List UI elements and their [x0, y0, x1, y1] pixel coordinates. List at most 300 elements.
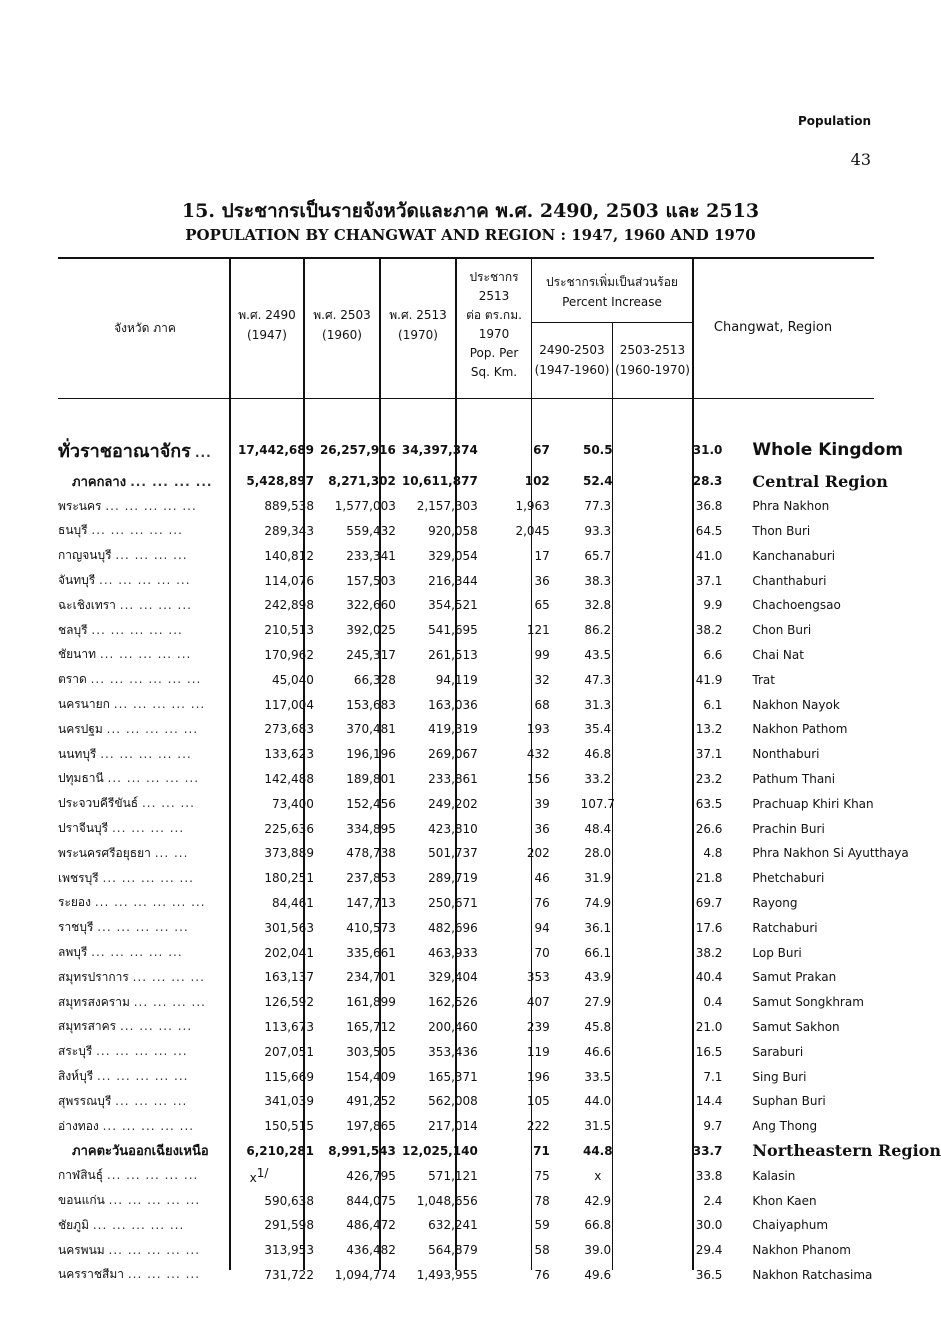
changwat-english-cell [744, 1089, 941, 1114]
population-1947-value: 341,039 [264, 1094, 314, 1109]
leader-dots: ... ... ... ... [133, 994, 206, 1009]
population-1960-cell [320, 791, 402, 816]
changwat-thai-name: ประจวบคีรีขันธ์ [58, 796, 139, 811]
population-1970-value: 12,025,140 [401, 1143, 478, 1158]
changwat-english-name: Whole Kingdom [752, 440, 904, 460]
changwat-english-cell [744, 841, 941, 866]
changwat-thai-name: ฉะเชิงเทรา [58, 597, 116, 612]
population-1947-value: 140,812 [264, 548, 314, 563]
population-1960-value: 1,094,774 [334, 1267, 396, 1282]
table-row [58, 519, 941, 544]
increase-1947-1960-cell [568, 1015, 653, 1040]
population-1947-value: 289,343 [264, 523, 314, 538]
density-value: 99 [534, 647, 550, 662]
population-1947-value: 373,889 [264, 846, 314, 861]
leader-dots: ... ... ... ... ... [91, 622, 183, 637]
population-1960-value: 245,317 [346, 647, 396, 662]
changwat-english-name: Rayong [752, 895, 798, 910]
increase-1947-1960-value: 52.4 [582, 474, 613, 489]
population-1960-value: 559,432 [346, 523, 396, 538]
population-1947-cell [228, 1188, 320, 1213]
changwat-thai-name: นครปฐม [58, 721, 103, 736]
population-1947-cell [228, 940, 320, 965]
population-1960-cell [320, 1238, 402, 1263]
population-1960-cell [320, 1114, 402, 1139]
increase-1960-1970-value: 33.7 [692, 1143, 723, 1158]
changwat-thai-name: ธนบุรี [58, 523, 88, 538]
increase-1947-1960-cell [568, 866, 653, 891]
population-1947-cell [228, 1139, 320, 1164]
density-cell [484, 1238, 568, 1263]
increase-1947-1960-value: 50.5 [582, 443, 613, 457]
population-1947-cell [228, 469, 320, 494]
population-1970-cell [402, 692, 484, 717]
changwat-english-cell [744, 1064, 941, 1089]
population-1947-cell [228, 1114, 320, 1139]
population-1947-value: 142,488 [264, 771, 314, 786]
increase-1960-1970-value: 26.6 [695, 821, 723, 836]
density-cell [484, 593, 568, 618]
population-1960-cell [320, 1039, 402, 1064]
increase-1960-1970-cell [653, 791, 745, 816]
changwat-english-cell [744, 816, 941, 841]
increase-1947-1960-value: 27.9 [584, 995, 612, 1010]
changwat-thai-cell [58, 568, 228, 593]
header-increase-period-1 [532, 340, 612, 380]
table-row [58, 431, 941, 469]
density-cell [484, 494, 568, 519]
changwat-thai-cell [58, 593, 228, 618]
increase-1947-1960-value: 45.8 [584, 1019, 612, 1034]
density-value: 222 [526, 1119, 550, 1134]
density-cell [484, 816, 568, 841]
changwat-english-name: Samut Songkhram [752, 995, 864, 1010]
changwat-english-name: Nakhon Phanom [752, 1243, 851, 1258]
population-1960-cell [320, 866, 402, 891]
increase-1947-1960-cell [568, 717, 653, 742]
population-1970-value: 2,157,303 [416, 499, 478, 514]
changwat-english-cell [744, 1015, 941, 1040]
leader-dots: ... ... ... ... [115, 548, 188, 563]
increase-1960-1970-value: 36.8 [695, 499, 723, 514]
population-1970-cell [402, 1163, 484, 1188]
increase-1960-1970-value: 2.4 [703, 1193, 723, 1208]
population-1947-value: 273,683 [264, 722, 314, 737]
changwat-english-cell [744, 767, 941, 792]
population-1970-value: 329,404 [428, 970, 478, 985]
table-row [58, 1263, 941, 1288]
changwat-thai-cell [58, 742, 228, 767]
increase-1947-1960-cell [568, 519, 653, 544]
population-1960-value: 322,660 [346, 598, 396, 613]
increase-1947-1960-cell [568, 1263, 653, 1288]
population-1970-value: 354,521 [428, 598, 478, 613]
population-1960-cell [320, 915, 402, 940]
population-1970-value: 353,436 [428, 1044, 478, 1059]
population-1947-cell [228, 767, 320, 792]
density-value: 76 [534, 895, 550, 910]
population-1970-value: 269,067 [428, 747, 478, 762]
population-1970-cell [402, 1238, 484, 1263]
increase-1960-1970-value: 38.2 [695, 623, 723, 638]
density-value: 102 [524, 474, 550, 489]
changwat-thai-cell [58, 866, 228, 891]
increase-1947-1960-cell [568, 593, 653, 618]
leader-dots: ... ... ... ... ... [113, 697, 206, 712]
density-value: 17 [534, 548, 550, 563]
table-title-english: POPULATION BY CHANGWAT AND REGION : 1947, 1960 AND 1970 [185, 226, 756, 244]
population-1947-cell [228, 866, 320, 891]
density-value: 196 [526, 1069, 550, 1084]
population-1970-value: 163,036 [428, 697, 478, 712]
increase-1960-1970-value: 40.4 [695, 970, 723, 985]
population-1947-value: 242,898 [264, 598, 314, 613]
increase-1960-1970-cell [653, 1015, 745, 1040]
increase-1960-1970-value: 6.1 [703, 697, 723, 712]
increase-1947-1960-cell [568, 791, 653, 816]
population-1960-cell [320, 1163, 402, 1188]
population-1947-value: 170,962 [264, 647, 314, 662]
population-1960-value: 26,257,916 [319, 443, 396, 457]
increase-1960-1970-value: 9.7 [703, 1119, 723, 1134]
density-value: 65 [534, 598, 550, 613]
population-1960-value: 426,795 [346, 1168, 396, 1183]
changwat-thai-cell [58, 1015, 228, 1040]
density-cell [484, 1163, 568, 1188]
density-value: 39 [534, 796, 550, 811]
table-row [58, 618, 941, 643]
increase-1947-1960-value: 33.2 [584, 771, 612, 786]
table-title-thai: 15. ประชากรเป็นรายจังหวัดและภาค พ.ศ. 2490, 2503 และ 2513 [181, 200, 760, 222]
density-cell [484, 841, 568, 866]
changwat-thai-name: นครพนม [58, 1242, 105, 1257]
population-1970-value: 541,695 [428, 623, 478, 638]
density-value: 121 [526, 623, 550, 638]
leader-dots: ... ... ... ... ... ... [90, 672, 202, 687]
changwat-english-cell [744, 742, 941, 767]
changwat-thai-name: กาฬสินธุ์ [58, 1168, 104, 1183]
increase-1960-1970-cell [653, 1114, 745, 1139]
changwat-thai-cell [58, 692, 228, 717]
population-1960-value: 8,991,543 [328, 1143, 396, 1158]
population-1970-value: 200,460 [428, 1019, 478, 1034]
leader-dots: ... ... ... ... [119, 597, 192, 612]
population-1970-cell [402, 990, 484, 1015]
header-changwat-thai: จังหวัด ภาค [114, 321, 176, 335]
increase-1947-1960-cell [568, 1238, 653, 1263]
population-1960-cell [320, 891, 402, 916]
density-value: 78 [534, 1193, 550, 1208]
population-1947-cell [228, 1213, 320, 1238]
increase-1947-1960-value: 32.8 [584, 598, 612, 613]
increase-1947-1960-cell [568, 1114, 653, 1139]
increase-1960-1970-cell [653, 891, 745, 916]
population-1947-value: 84,461 [271, 895, 314, 910]
increase-1947-1960-cell [568, 915, 653, 940]
population-1970-cell [402, 1213, 484, 1238]
population-1960-cell [320, 1139, 402, 1164]
increase-1947-1960-value: 65.7 [584, 548, 612, 563]
changwat-english-cell [744, 791, 941, 816]
changwat-english-name: Saraburi [752, 1044, 804, 1059]
density-value: 119 [526, 1044, 550, 1059]
density-value: 353 [526, 970, 550, 985]
population-1970-cell [402, 568, 484, 593]
changwat-thai-cell [58, 494, 228, 519]
changwat-thai-name: จันทบุรี [58, 573, 96, 588]
population-1970-cell [402, 593, 484, 618]
leader-dots: ... ... ... ... ... [108, 1242, 201, 1257]
population-1970-cell [402, 767, 484, 792]
increase-1947-1960-cell [568, 742, 653, 767]
table-row [58, 1064, 941, 1089]
population-1970-value: 217,014 [428, 1119, 478, 1134]
population-1970-cell [402, 1139, 484, 1164]
population-1960-cell [320, 940, 402, 965]
population-1947-value: 889,538 [264, 499, 314, 514]
population-1947-cell [228, 692, 320, 717]
population-1960-cell [320, 717, 402, 742]
increase-1960-1970-value: 7.1 [703, 1069, 723, 1084]
density-cell [484, 469, 568, 494]
table-row [58, 1015, 941, 1040]
population-1960-cell [320, 618, 402, 643]
density-cell [484, 1139, 568, 1164]
leader-dots: ... ... ... ... ... [92, 1217, 185, 1232]
population-1960-cell [320, 593, 402, 618]
increase-1947-1960-value: 48.4 [584, 821, 612, 836]
increase-1960-1970-value: 63.5 [695, 796, 723, 811]
population-1970-value: 423,810 [428, 821, 478, 836]
population-1970-cell [402, 866, 484, 891]
table-row [58, 643, 941, 668]
population-1970-cell [402, 618, 484, 643]
changwat-thai-cell [58, 1188, 228, 1213]
header-increase-thai: ประชากรเพิ่มเป็นส่วนร้อย [546, 275, 678, 289]
increase-1960-1970-cell [653, 965, 745, 990]
changwat-english-cell [744, 1263, 941, 1288]
increase-1960-1970-cell [653, 717, 745, 742]
density-value: 1,963 [515, 499, 550, 514]
population-1960-value: 147,713 [346, 895, 396, 910]
population-1960-value: 478,738 [346, 846, 396, 861]
table-row [58, 767, 941, 792]
increase-1947-1960-value: 93.3 [584, 523, 612, 538]
population-1947-value: 73,400 [271, 796, 314, 811]
table-row [58, 692, 941, 717]
table-row [58, 990, 941, 1015]
increase-1960-1970-cell [653, 519, 745, 544]
changwat-english-name: Nakhon Ratchasima [752, 1267, 873, 1282]
population-1960-value: 8,271,302 [328, 474, 396, 489]
population-1947-cell [228, 593, 320, 618]
population-1960-cell [320, 1188, 402, 1213]
table-row [58, 593, 941, 618]
changwat-english-cell [744, 866, 941, 891]
population-1960-value: 152,456 [346, 796, 396, 811]
increase-1960-1970-cell [653, 1089, 745, 1114]
population-1970-cell [402, 816, 484, 841]
increase-1960-1970-value: 29.4 [695, 1243, 723, 1258]
increase-1960-1970-value: 4.8 [703, 846, 723, 861]
population-1947-value: 45,040 [271, 672, 314, 687]
header-increase-period-2 [613, 340, 692, 380]
density-cell [484, 519, 568, 544]
increase-1947-1960-value: 38.3 [584, 573, 612, 588]
changwat-english-cell [744, 1114, 941, 1139]
population-1970-value: 1,048,656 [416, 1193, 478, 1208]
header-inc1-en: (1947-1960) [534, 363, 610, 377]
density-cell [484, 990, 568, 1015]
increase-1960-1970-cell [653, 431, 745, 469]
increase-1960-1970-value: 17.6 [695, 920, 723, 935]
changwat-english-name: Chaiyaphum [752, 1218, 829, 1233]
changwat-english-name: Chachoengsao [752, 598, 841, 613]
population-1970-value: 632,241 [428, 1218, 478, 1233]
population-1960-value: 161,899 [346, 995, 396, 1010]
leader-dots: ... ... [154, 845, 189, 860]
increase-1947-1960-value: 74.9 [584, 895, 612, 910]
density-value: 46 [534, 871, 550, 886]
leader-dots: ... ... ... ... ... [100, 746, 192, 761]
density-cell [484, 431, 568, 469]
population-1947-cell [228, 791, 320, 816]
footnote-marker: 1/ [256, 1166, 269, 1181]
population-1947-value: x [249, 1171, 257, 1186]
population-1947-value: 301,563 [264, 920, 314, 935]
population-1947-cell [228, 1089, 320, 1114]
increase-1960-1970-value: 64.5 [695, 523, 723, 538]
increase-1960-1970-cell [653, 1188, 745, 1213]
changwat-thai-cell [58, 1139, 228, 1164]
changwat-thai-cell [58, 1213, 228, 1238]
increase-1960-1970-cell [653, 866, 745, 891]
density-value: 407 [526, 995, 550, 1010]
changwat-thai-name: ระยอง [58, 895, 91, 910]
running-head: Population [797, 114, 871, 128]
population-1970-value: 562,008 [428, 1094, 478, 1109]
increase-1947-1960-value: 47.3 [584, 672, 612, 687]
table-row [58, 742, 941, 767]
header-inc2-thai: 2503-2513 [619, 343, 686, 357]
increase-1947-1960-cell [568, 891, 653, 916]
population-1960-cell [320, 742, 402, 767]
changwat-thai-name: ขอนแก่น [58, 1193, 105, 1207]
population-1960-value: 486,472 [346, 1218, 396, 1233]
density-value: 202 [526, 846, 550, 861]
changwat-thai-cell [58, 643, 228, 668]
population-1947-value: 114,076 [264, 573, 314, 588]
table-row [58, 1039, 941, 1064]
increase-1960-1970-value: 33.8 [695, 1168, 723, 1183]
population-1970-cell [402, 543, 484, 568]
changwat-english-name: Nakhon Nayok [752, 697, 840, 712]
population-1970-cell [402, 1263, 484, 1288]
header-density-en-1: 1970 [478, 327, 510, 341]
population-1970-cell [402, 1015, 484, 1040]
density-cell [484, 866, 568, 891]
density-cell [484, 717, 568, 742]
increase-1947-1960-cell [568, 1188, 653, 1213]
increase-1960-1970-cell [653, 1139, 745, 1164]
density-value: 75 [534, 1168, 550, 1183]
increase-1947-1960-cell [568, 1139, 653, 1164]
population-1970-value: 261,513 [428, 647, 478, 662]
changwat-thai-name: เพชรบุรี [58, 870, 99, 885]
increase-1960-1970-value: 37.1 [695, 747, 723, 762]
population-1960-cell [320, 1089, 402, 1114]
changwat-thai-cell [58, 618, 228, 643]
header-density-thai-3: ต่อ ตร.กม. [466, 308, 522, 322]
population-1960-value: 154,409 [346, 1069, 396, 1084]
population-1960-cell [320, 767, 402, 792]
table-row [58, 841, 941, 866]
increase-1960-1970-value: 23.2 [695, 771, 723, 786]
changwat-english-name: Chanthaburi [752, 573, 827, 588]
changwat-english-name: Trat [752, 672, 775, 687]
density-cell [484, 618, 568, 643]
density-value: 2,045 [515, 523, 550, 538]
top-rule [58, 257, 874, 259]
population-1947-cell [228, 494, 320, 519]
increase-1947-1960-cell [568, 431, 653, 469]
population-1947-cell [228, 841, 320, 866]
increase-1960-1970-value: 28.3 [692, 474, 723, 489]
population-1970-cell [402, 1089, 484, 1114]
population-1970-value: 482,696 [428, 920, 478, 935]
population-1960-value: 197,865 [346, 1119, 396, 1134]
changwat-thai-name: ลพบุรี [58, 945, 88, 960]
increase-1960-1970-cell [653, 1263, 745, 1288]
increase-1947-1960-cell [568, 767, 653, 792]
changwat-thai-name: นนทบุรี [58, 746, 97, 761]
population-1960-cell [320, 543, 402, 568]
density-cell [484, 1039, 568, 1064]
leader-dots: ... ... ... ... ... [108, 1193, 201, 1207]
population-1960-value: 370,481 [346, 722, 396, 737]
increase-1947-1960-cell [568, 965, 653, 990]
header-inc1-thai: 2490-2503 [539, 343, 605, 357]
changwat-thai-name: ชลบุรี [58, 622, 88, 637]
changwat-english-name: Nakhon Pathom [752, 722, 848, 737]
population-1947-value: 163,137 [264, 970, 314, 985]
header-density-thai-2: 2513 [478, 289, 510, 303]
population-1960-cell [320, 1263, 402, 1288]
changwat-english-name: Chon Buri [752, 623, 812, 638]
increase-1960-1970-value: 30.0 [695, 1218, 723, 1233]
increase-1947-1960-value: 46.8 [584, 747, 612, 762]
header-density-thai-1: ประชากร [469, 270, 519, 284]
increase-1947-1960-value: 35.4 [584, 722, 612, 737]
population-1947-cell [228, 568, 320, 593]
population-1970-value: 233,861 [428, 771, 478, 786]
changwat-thai-name: พระนคร [58, 498, 102, 513]
population-1947-cell [228, 667, 320, 692]
population-1947-value: 590,638 [264, 1193, 314, 1208]
density-value: 59 [534, 1218, 550, 1233]
changwat-thai-cell [58, 1089, 228, 1114]
population-1960-value: 491,252 [346, 1094, 396, 1109]
changwat-thai-cell [58, 543, 228, 568]
changwat-english-name: Ratchaburi [752, 920, 818, 935]
table-row [58, 494, 941, 519]
changwat-thai-cell [58, 667, 228, 692]
population-1970-value: 34,397,374 [401, 443, 478, 457]
density-value: 36 [534, 821, 550, 836]
changwat-english-cell [744, 915, 941, 940]
header-changwat-english: Changwat, Region [713, 320, 833, 335]
density-value: 94 [534, 920, 550, 935]
